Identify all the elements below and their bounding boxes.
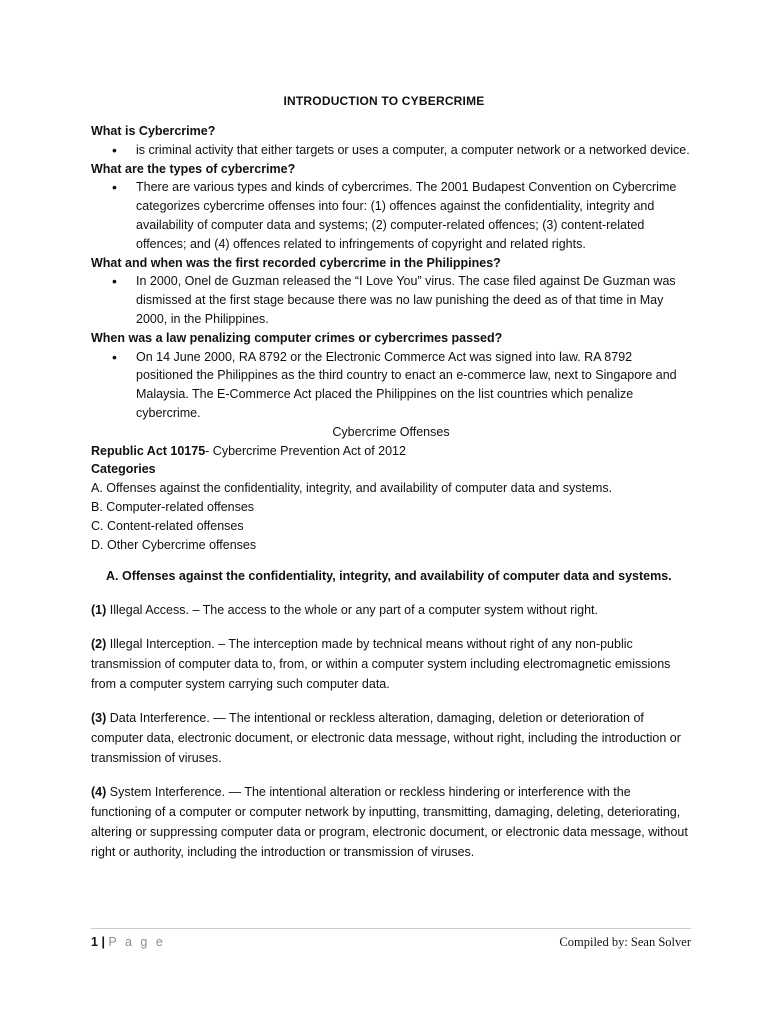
page-label: P a g e (108, 935, 166, 949)
offenses-heading: Cybercrime Offenses (332, 424, 450, 439)
answer-list-4 (91, 348, 691, 423)
page-separator: | (101, 935, 105, 949)
offense-4 (91, 782, 691, 862)
page-footer (91, 928, 691, 953)
question-1: What is Cybercrime? (91, 124, 216, 138)
offense-2-number: (2) (91, 637, 107, 652)
offense-3-number: (3) (91, 711, 107, 726)
offense-3-name: Data Interference (109, 711, 207, 726)
offense-1-number: (1) (91, 603, 107, 618)
offense-4-text: . — The intentional alteration or reckless hindering or interference with the functioning of a computer or computer network by inputting, transmitting, damaging, deleting, deteriorating, altering or suppressing computer data or program, electronic document, or electronic data message, without right or authority, including the introduction or transmission of viruses. (91, 785, 688, 860)
answer-list-2 (91, 178, 691, 253)
document-body (91, 122, 691, 862)
answer-2: • There are various types and kinds of cybercrimes. The 2001 Budapest Convention on Cybercrime categorizes cybercrime offenses into four: (1) offences against the confidentiality, integrity and availability of computer data and systems; (2) computer-related offences; (3) content-related offences; and (4) offences related to infringements of copyright and related rights. (91, 178, 691, 253)
section-a-heading: A. Offenses against the confidentiality, integrity, and availability of computer data and systems. (106, 569, 672, 584)
answer-3: • In 2000, Onel de Guzman released the “I Love You” virus. The case filed against De Guzman was dismissed at the first stage because there was no law punishing the deed as of that time in May 2000, in the Philippines. (91, 272, 691, 328)
answer-4: • On 14 June 2000, RA 8792 or the Electronic Commerce Act was signed into law. RA 8792 positioned the Philippines as the third country to enact an e-commerce law, next to Singapore and Malaysia. The E-Commerce Act placed the Philippines on the list countries which penalize cybercrime. (91, 348, 691, 423)
offense-1-text: . – The access to the whole or any part of a computer system without right. (185, 603, 598, 618)
offense-2 (91, 634, 691, 694)
category-c: C. Content-related offenses (91, 518, 244, 533)
question-2: What are the types of cybercrime? (91, 161, 296, 176)
republic-act-name: - Cybercrime Prevention Act of 2012 (205, 443, 406, 458)
offense-1 (91, 600, 691, 620)
offense-4-number: (4) (91, 785, 107, 800)
question-4: When was a law penalizing computer crimes or cybercrimes passed? (91, 330, 503, 345)
category-d: D. Other Cybercrime offenses (91, 537, 257, 552)
document-title: INTRODUCTION TO CYBERCRIME (283, 94, 485, 108)
offense-3-text: . — The intentional or reckless alteration, damaging, deletion or deterioration of computer data, electronic document, or electronic data message, without right, including the introduction or transmission of viruses. (91, 711, 681, 766)
offense-4-name: System Interference (109, 785, 222, 800)
compiled-by: Compiled by: Sean Solver (559, 935, 691, 949)
offense-2-text: . – The interception made by technical means without right of any non-public transmission of computer data to, from, or within a computer system including electromagnetic emissions from a computer system carrying such computer data. (91, 637, 671, 692)
categories-label: Categories (91, 462, 156, 477)
republic-act-number: Republic Act 10175 (91, 443, 206, 458)
offense-3 (91, 708, 691, 768)
page-indicator (91, 935, 165, 949)
answer-1: • is criminal activity that either targets or uses a computer, a computer network or a networked device. (91, 141, 691, 160)
offense-2-name: Illegal Interception (109, 637, 212, 652)
category-a: A. Offenses against the confidentiality, integrity, and availability of computer data and systems. (91, 481, 613, 496)
republic-act-line (91, 442, 691, 461)
offense-1-name: Illegal Access (109, 603, 186, 618)
answer-list-3 (91, 272, 691, 328)
question-3: What and when was the first recorded cybercrime in the Philippines? (91, 255, 501, 270)
answer-list-1 (91, 141, 691, 160)
category-b: B. Computer-related offenses (91, 499, 255, 514)
page-number: 1 (91, 935, 98, 949)
